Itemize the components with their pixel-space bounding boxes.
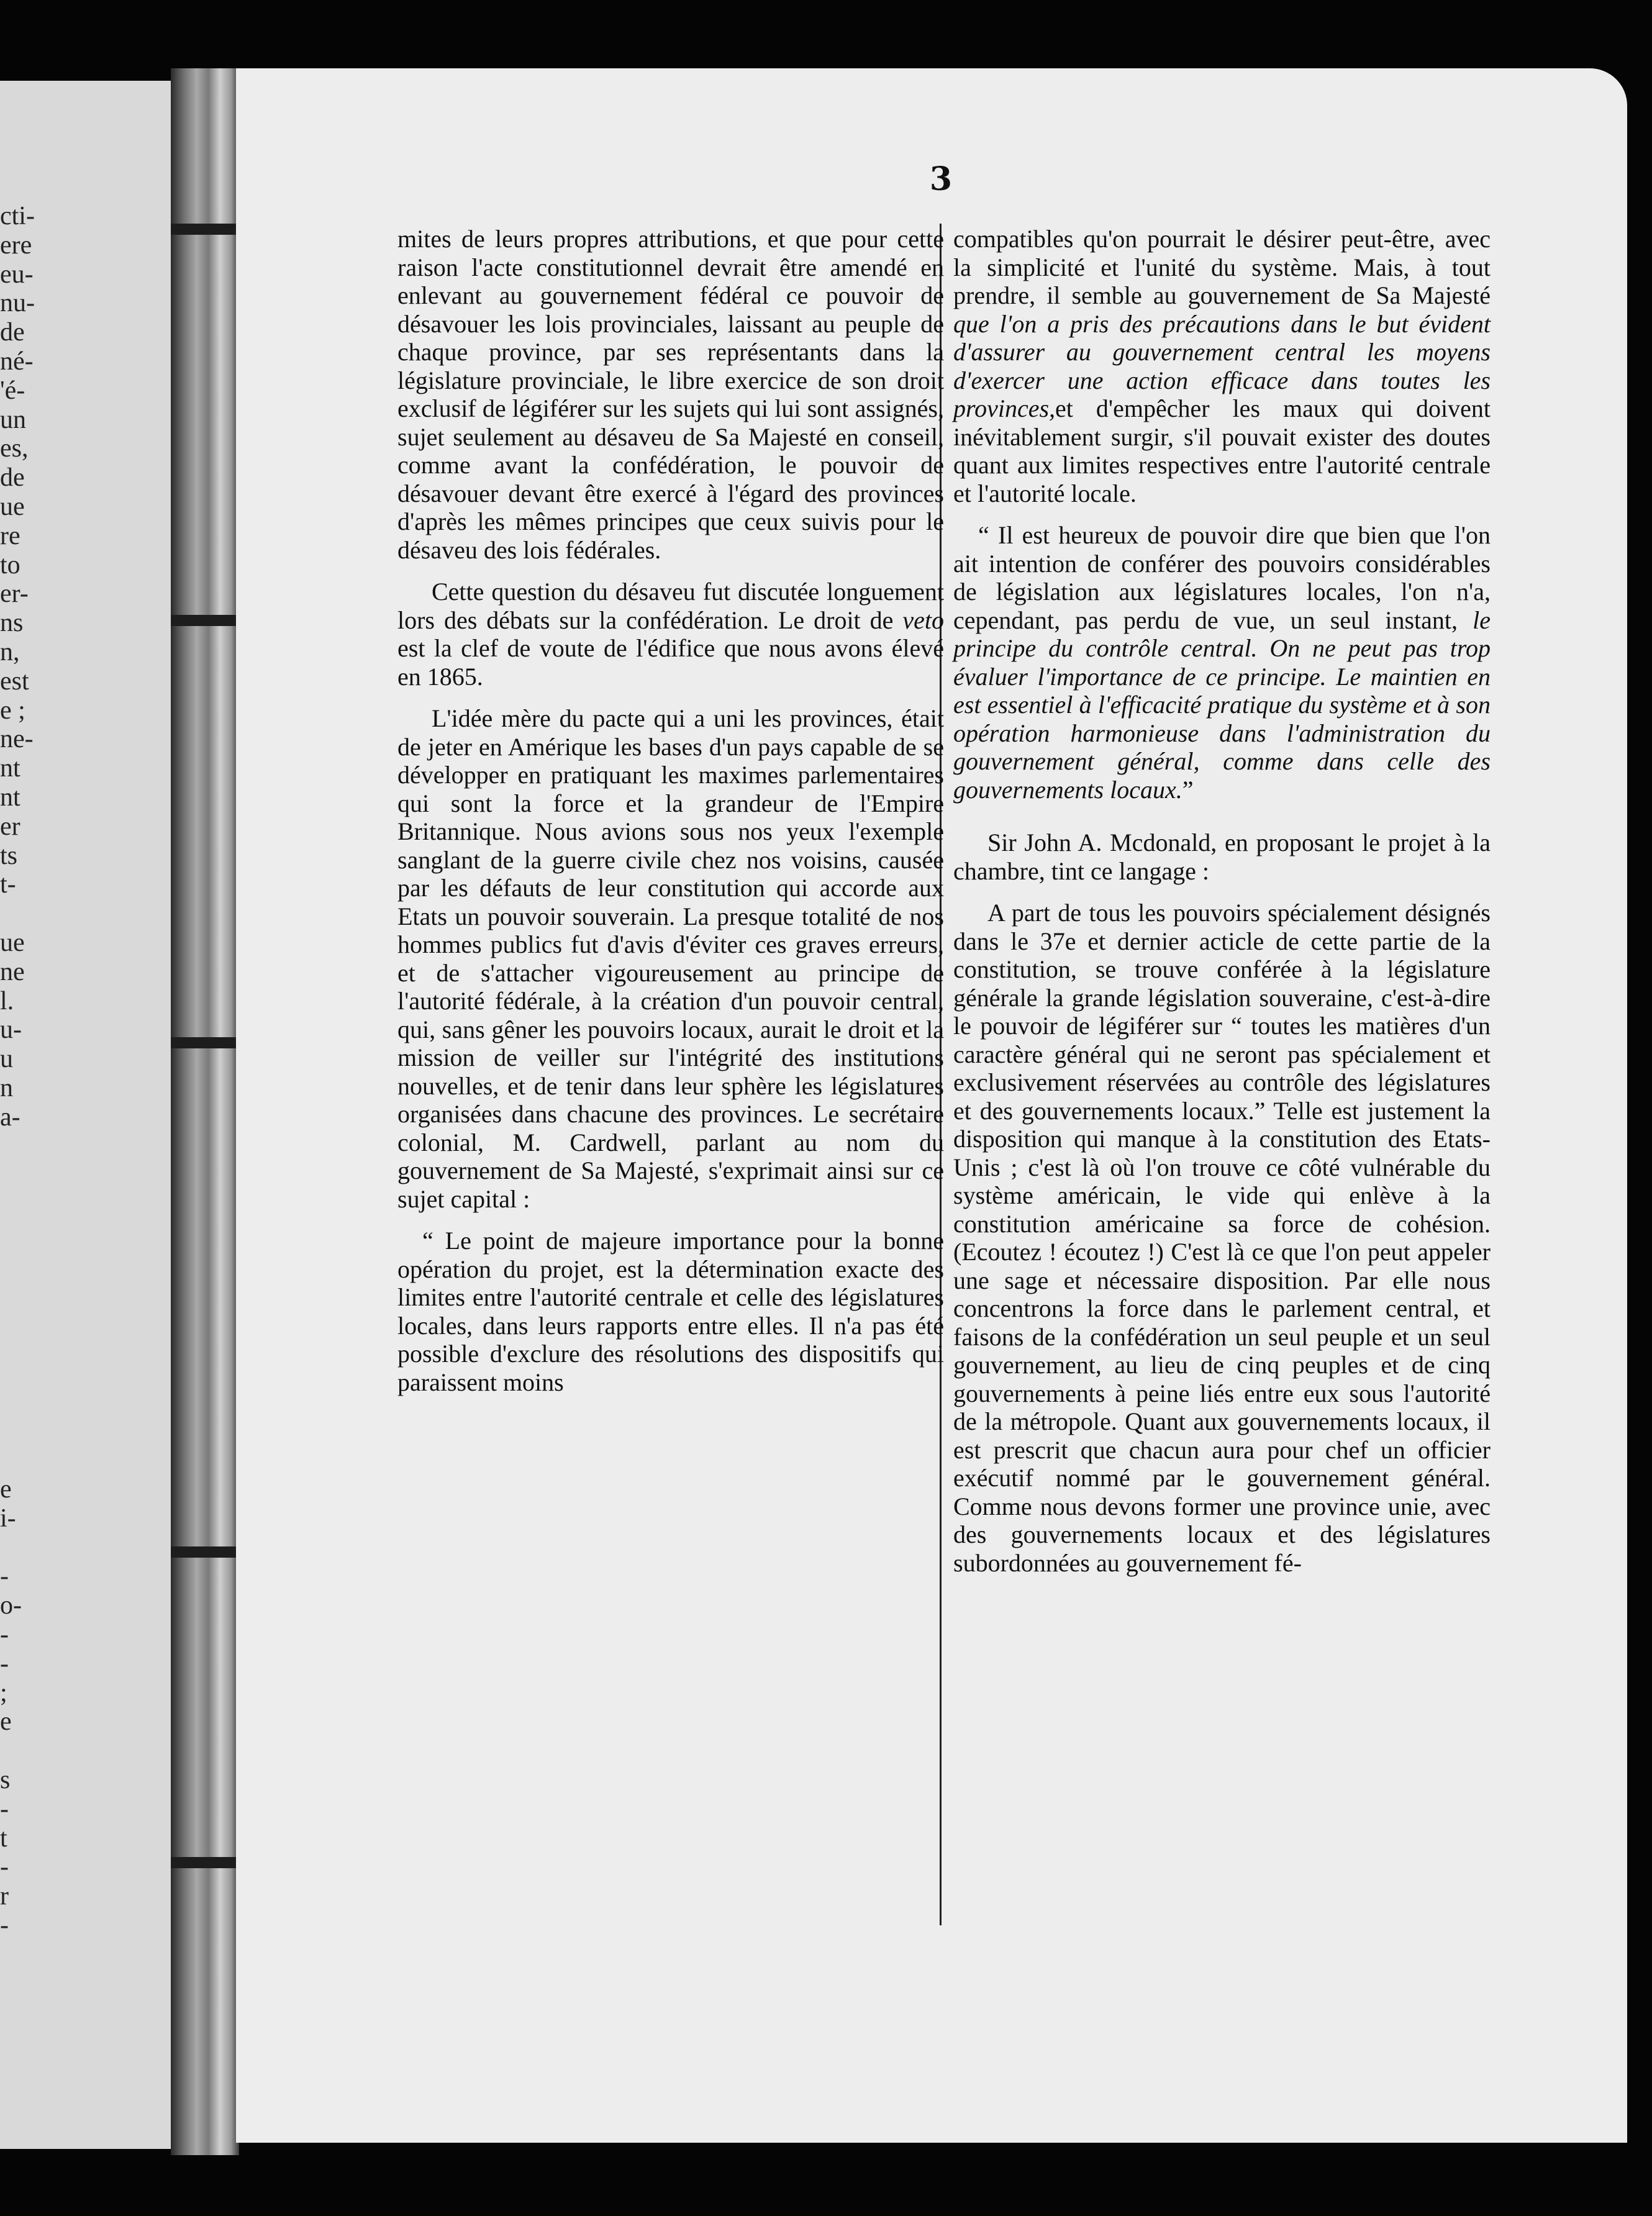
facing-page-fragment-upper: cti- ere eu- nu- de né- 'é- un es, de ue re to er- ns n, est e ; ne- nt nt er ts t- ue ne l. u- u n a-: [0, 202, 35, 1132]
italic-text: le principe du contrôle central. On ne peut pas trop évaluer l'importance de ce principe. Le maintien en est essentiel à l'efficacité pratique du système et à son opération harmonieuse dans l'administration du gouvernement général, comme dans celle des gouvernements locaux.: [953, 606, 1491, 804]
page-number: 3: [929, 160, 953, 198]
paragraph: L'idée mère du pacte qui a uni les provinces, était de jeter en Amérique les bases d'un pays capable de se développer en pratiquant les maximes parlementaires qui sont la force et la grandeur de l'Empire Britannique. Nous avions sous nos yeux l'exemple sanglant de la guerre civile chez nos voisins, causée par les défauts de leur constitution qui accorde aux Etats un pouvoir souverain. La presque totalité de nos hommes publics fut d'avis d'éviter ces graves erreurs, et de s'attacher vigoureusement au principe de l'autorité fédérale, à la création d'un pouvoir central, qui, sans gêner les pouvoirs locaux, aurait le droit et la mission de veiller sur l'intégrité des institutions nouvelles, et de tenir dans leur sphère les législatures organisées dans chacune des provinces. Le secrétaire colonial, M. Cardwell, parlant au nom du gouvernement de Sa Majesté, s'exprimait ainsi sur ce sujet capital :: [397, 704, 944, 1213]
facing-page-fragment-lower: e i- - o- - - ; e s - t - r -: [0, 1475, 22, 1940]
spine-band: [171, 1037, 239, 1048]
spine-band: [171, 1546, 239, 1558]
italic-text: que l'on a pris des précautions dans le but évident d'assurer au gouvernement central les moyens d'exercer une action efficace dans toutes les provinces,: [953, 309, 1491, 422]
left-column: [397, 225, 944, 1410]
spine-band: [171, 615, 239, 626]
paragraph: A part de tous les pouvoirs spécialement désignés dans le 37e et dernier acticle de cette partie de la constitution, se trouve conférée à la législature générale la grande législation souveraine, c'est-à-dire le pouvoir de légiférer sur “ toutes les matières d'un caractère général qui ne seront pas spécialement et exclusivement réservées au contrôle des législatures et des gouvernements locaux.” Telle est justement la disposition qui manque à la constitution des Etats-Unis ; c'est là où l'on trouve ce côté vulnérable du système américain, le vide qui enlève à la constitution américaine sa force de cohésion. (Ecoutez ! écoutez !) C'est là ce que l'on peut appeler une sage et nécessaire disposition. Par elle nous concentrons la force dans le parlement central, et faisons de la confédération un seul peuple et un seul gouvernement, au lieu de cinq peuples et de cinq gouvernements à peine liés entre eux sous l'autorité de la métropole. Quant aux gouvernements locaux, il est prescrit que chacun aura pour chef un officier exécutif nommé par le gouvernement général. Comme nous devons former une province unie, avec des gouvernements locaux et des législatures subordonnées au gouvernement fé-: [953, 899, 1491, 1577]
paragraph: Cette question du désaveu fut discutée longuement lors des débats sur la confédération. Le droit de veto est la clef de voute de l'édifice que nous avons élevé en 1865.: [397, 578, 944, 691]
facing-page: [0, 81, 171, 2149]
spine-band: [171, 224, 239, 235]
paragraph: Sir John A. Mcdonald, en proposant le projet à la chambre, tint ce langage :: [953, 829, 1491, 885]
paragraph: compatibles qu'on pourrait le désirer peut-être, avec la simplicité et l'unité du système. Mais, à tout prendre, il semble au gouvernement de Sa Majesté que l'on a pris des précautions dans le but évident d'assurer au gouvernement central les moyens d'exercer une action efficace dans toutes les provinces,et d'empêcher les maux qui doivent inévitablement surgir, s'il pouvait exister des doutes quant aux limites respectives entre l'autorité centrale et l'autorité locale.: [953, 225, 1491, 507]
quote-paragraph: “ Le point de majeure importance pour la bonne opération du projet, est la détermination exacte des limites entre l'autorité centrale et celle des législatures locales, dans leurs rapports entre elles. Il n'a pas été possible d'exclure des résolutions des dispositifs qui paraissent moins: [397, 1227, 944, 1396]
paragraph: mites de leurs propres attributions, et que pour cette raison l'acte constitutionnel devrait être amendé en enlevant au gouvernement fédéral ce pouvoir de désavouer les lois provinciales, laissant au peuple de chaque province, par ses représentants dans la législature provinciale, le libre exercice de son droit exclusif de légiférer sur les sujets qui lui sont assignés, sujet seulement au désaveu de Sa Majesté en conseil, comme avant la confédération, le pouvoir de désavouer devant être exercé à l'égard des provinces d'après les mêmes principes que ceux suivis pour le désaveu des lois fédérales.: [397, 225, 944, 564]
right-column: [953, 225, 1491, 1591]
italic-text: veto: [902, 606, 944, 634]
quote-paragraph: “ Il est heureux de pouvoir dire que bien que l'on ait intention de conférer des pouvoirs considérables de législation aux législatures locales, l'on n'a, cependant, pas perdu de vue, un seul instant, le principe du contrôle central. On ne peut pas trop évaluer l'importance de ce principe. Le maintien en est essentiel à l'efficacité pratique du système et à son opération harmonieuse dans l'administration du gouvernement général, comme dans celle des gouvernements locaux.”: [953, 521, 1491, 804]
spine-band: [171, 1857, 239, 1868]
book-spine: [171, 68, 239, 2155]
